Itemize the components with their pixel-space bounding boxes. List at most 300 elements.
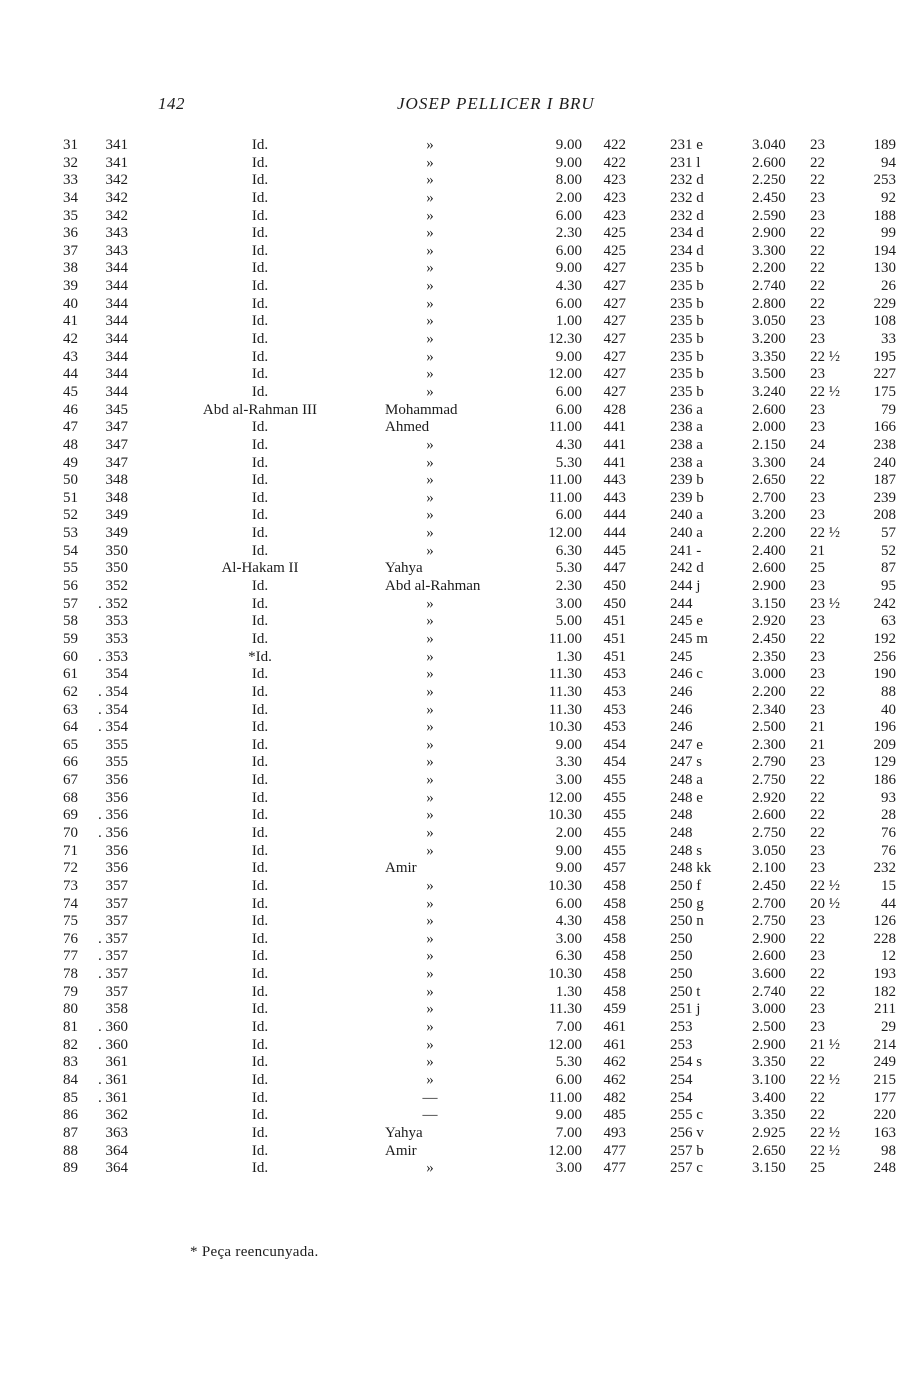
catalog-ref-cell: 247 s xyxy=(670,754,703,771)
row-number: 58 xyxy=(63,613,78,630)
year-cell: . 352 xyxy=(98,595,128,612)
inventory-cell: 166 xyxy=(873,419,896,436)
year-cell: 342 xyxy=(105,172,128,189)
ruler-cell: Id. xyxy=(251,948,269,965)
diameter-cell: 22 xyxy=(810,1054,825,1071)
diameter-cell: 22 xyxy=(810,295,825,312)
weight-cell: 2.450 xyxy=(752,189,786,206)
weight-cell: 3.350 xyxy=(752,1054,786,1071)
ruler-cell: Id. xyxy=(251,472,269,489)
ref-number-cell: 461 xyxy=(603,1019,626,1036)
governor-cell: — xyxy=(422,1089,438,1106)
value-cell: 1.00 xyxy=(555,313,582,330)
row-number: 35 xyxy=(63,207,78,224)
governor-cell: Abd al-Rahman xyxy=(385,578,481,595)
weight-cell: 2.650 xyxy=(752,472,786,489)
value-cell: 3.00 xyxy=(555,930,582,947)
catalog-ref-cell: 250 f xyxy=(670,877,702,894)
year-cell: 353 xyxy=(105,630,128,647)
value-cell: 12.00 xyxy=(548,1142,582,1159)
catalog-ref-cell: 239 b xyxy=(670,489,704,506)
ruler-cell: Id. xyxy=(251,613,269,630)
inventory-cell: 240 xyxy=(873,454,896,471)
inventory-cell: 79 xyxy=(881,401,896,418)
diameter-cell: 22 xyxy=(810,154,825,171)
inventory-cell: 12 xyxy=(881,948,896,965)
value-cell: 5.30 xyxy=(555,454,582,471)
weight-cell: 3.300 xyxy=(752,454,786,471)
year-cell: 353 xyxy=(105,613,128,630)
diameter-cell: 22 xyxy=(810,630,825,647)
diameter-cell: 22 xyxy=(810,824,825,841)
value-cell: 11.30 xyxy=(548,683,582,700)
row-number: 84 xyxy=(63,1071,78,1088)
catalog-ref-cell: 257 b xyxy=(670,1142,704,1159)
year-cell: . 356 xyxy=(98,807,128,824)
year-cell: 344 xyxy=(105,278,128,295)
ruler-cell: Id. xyxy=(251,895,269,912)
table-row xyxy=(0,525,913,543)
year-cell: 341 xyxy=(105,154,128,171)
diameter-cell: 23 xyxy=(810,666,825,683)
row-number: 39 xyxy=(63,278,78,295)
weight-cell: 2.250 xyxy=(752,172,786,189)
weight-cell: 3.040 xyxy=(752,137,786,153)
ref-number-cell: 454 xyxy=(603,736,626,753)
governor-cell: » xyxy=(426,313,434,330)
table-row xyxy=(0,948,913,966)
year-cell: 350 xyxy=(105,542,128,559)
row-number: 86 xyxy=(63,1107,78,1124)
diameter-cell: 22 ½ xyxy=(810,525,840,542)
governor-cell: Yahya xyxy=(385,1124,423,1141)
weight-cell: 2.600 xyxy=(752,560,786,577)
governor-cell: » xyxy=(426,630,434,647)
catalog-ref-cell: 251 j xyxy=(670,1001,701,1018)
value-cell: 6.00 xyxy=(555,507,582,524)
table-row xyxy=(0,649,913,667)
ref-number-cell: 423 xyxy=(603,207,626,224)
table-row xyxy=(0,737,913,755)
table-row xyxy=(0,331,913,349)
inventory-cell: 196 xyxy=(873,719,896,736)
inventory-cell: 130 xyxy=(873,260,896,277)
year-cell: 344 xyxy=(105,313,128,330)
catalog-ref-cell: 246 xyxy=(670,683,693,700)
diameter-cell: 23 xyxy=(810,860,825,877)
weight-cell: 3.350 xyxy=(752,1107,786,1124)
ref-number-cell: 477 xyxy=(603,1160,626,1177)
inventory-cell: 88 xyxy=(881,683,896,700)
catalog-ref-cell: 250 g xyxy=(670,895,704,912)
catalog-ref-cell: 235 b xyxy=(670,366,704,383)
table-row xyxy=(0,507,913,525)
row-number: 73 xyxy=(63,877,78,894)
diameter-cell: 22 ½ xyxy=(810,1142,840,1159)
ruler-cell: Id. xyxy=(251,983,269,1000)
catalog-ref-cell: 250 n xyxy=(670,913,704,930)
year-cell: 362 xyxy=(105,1107,128,1124)
weight-cell: 3.200 xyxy=(752,507,786,524)
table-row xyxy=(0,313,913,331)
weight-cell: 2.750 xyxy=(752,824,786,841)
governor-cell: » xyxy=(426,772,434,789)
governor-cell: » xyxy=(426,542,434,559)
catalog-ref-cell: 244 xyxy=(670,595,693,612)
inventory-cell: 232 xyxy=(873,860,896,877)
catalog-ref-cell: 232 d xyxy=(670,189,704,206)
ref-number-cell: 427 xyxy=(603,278,626,295)
table-row xyxy=(0,260,913,278)
year-cell: . 361 xyxy=(98,1089,128,1106)
ruler-cell: Id. xyxy=(251,719,269,736)
value-cell: 11.00 xyxy=(548,472,582,489)
governor-cell: » xyxy=(426,595,434,612)
governor-cell: » xyxy=(426,154,434,171)
catalog-ref-cell: 238 a xyxy=(670,454,703,471)
diameter-cell: 23 xyxy=(810,419,825,436)
row-number: 47 xyxy=(63,419,78,436)
ref-number-cell: 455 xyxy=(603,824,626,841)
weight-cell: 3.050 xyxy=(752,842,786,859)
table-row xyxy=(0,419,913,437)
catalog-ref-cell: 235 b xyxy=(670,260,704,277)
inventory-cell: 94 xyxy=(881,154,896,171)
governor-cell: » xyxy=(426,331,434,348)
weight-cell: 3.150 xyxy=(752,1160,786,1177)
table-row xyxy=(0,366,913,384)
weight-cell: 2.700 xyxy=(752,489,786,506)
catalog-ref-cell: 248 xyxy=(670,807,693,824)
table-row xyxy=(0,543,913,561)
value-cell: 3.00 xyxy=(555,595,582,612)
table-row xyxy=(0,931,913,949)
year-cell: 358 xyxy=(105,1001,128,1018)
table-row xyxy=(0,190,913,208)
ref-number-cell: 445 xyxy=(603,542,626,559)
inventory-cell: 190 xyxy=(873,666,896,683)
ref-number-cell: 450 xyxy=(603,595,626,612)
governor-cell: » xyxy=(426,295,434,312)
inventory-cell: 186 xyxy=(873,772,896,789)
diameter-cell: 22 ½ xyxy=(810,1124,840,1141)
year-cell: 343 xyxy=(105,242,128,259)
year-cell: 342 xyxy=(105,207,128,224)
ref-number-cell: 423 xyxy=(603,189,626,206)
ruler-cell: Id. xyxy=(251,278,269,295)
table-row xyxy=(0,490,913,508)
ruler-cell: Id. xyxy=(251,507,269,524)
ref-number-cell: 458 xyxy=(603,913,626,930)
catalog-ref-cell: 239 b xyxy=(670,472,704,489)
ref-number-cell: 453 xyxy=(603,719,626,736)
table-row xyxy=(0,225,913,243)
row-number: 70 xyxy=(63,824,78,841)
inventory-cell: 238 xyxy=(873,436,896,453)
catalog-ref-cell: 248 s xyxy=(670,842,703,859)
inventory-cell: 188 xyxy=(873,207,896,224)
ruler-cell: Id. xyxy=(251,807,269,824)
catalog-ref-cell: 246 xyxy=(670,719,693,736)
table-row xyxy=(0,754,913,772)
diameter-cell: 23 xyxy=(810,1001,825,1018)
ref-number-cell: 427 xyxy=(603,366,626,383)
catalog-ref-cell: 234 d xyxy=(670,225,704,242)
value-cell: 9.00 xyxy=(555,260,582,277)
value-cell: 4.30 xyxy=(555,436,582,453)
ruler-cell: Id. xyxy=(251,595,269,612)
governor-cell: » xyxy=(426,701,434,718)
weight-cell: 2.100 xyxy=(752,860,786,877)
table-row xyxy=(0,208,913,226)
row-number: 89 xyxy=(63,1160,78,1177)
ref-number-cell: 453 xyxy=(603,666,626,683)
ruler-cell: Id. xyxy=(251,525,269,542)
governor-cell: Amir xyxy=(385,1142,417,1159)
governor-cell: » xyxy=(426,1054,434,1071)
ruler-cell: Id. xyxy=(251,454,269,471)
governor-cell: » xyxy=(426,260,434,277)
value-cell: 10.30 xyxy=(548,966,582,983)
table-row xyxy=(0,807,913,825)
weight-cell: 2.700 xyxy=(752,895,786,912)
catalog-ref-cell: 254 xyxy=(670,1071,693,1088)
inventory-cell: 239 xyxy=(873,489,896,506)
ref-number-cell: 493 xyxy=(603,1124,626,1141)
weight-cell: 2.500 xyxy=(752,1019,786,1036)
row-number: 33 xyxy=(63,172,78,189)
inventory-cell: 40 xyxy=(881,701,896,718)
catalog-ref-cell: 250 xyxy=(670,930,693,947)
catalog-ref-cell: 235 b xyxy=(670,331,704,348)
weight-cell: 2.650 xyxy=(752,1142,786,1159)
table-row xyxy=(0,719,913,737)
catalog-ref-cell: 235 b xyxy=(670,383,704,400)
coin-table xyxy=(0,137,913,1178)
row-number: 75 xyxy=(63,913,78,930)
ruler-cell: Id. xyxy=(251,436,269,453)
inventory-cell: 26 xyxy=(881,278,896,295)
row-number: 62 xyxy=(63,683,78,700)
diameter-cell: 23 xyxy=(810,842,825,859)
table-row xyxy=(0,1107,913,1125)
diameter-cell: 23 xyxy=(810,313,825,330)
table-row xyxy=(0,155,913,173)
row-number: 54 xyxy=(63,542,78,559)
governor-cell: » xyxy=(426,666,434,683)
value-cell: 4.30 xyxy=(555,913,582,930)
governor-cell: » xyxy=(426,348,434,365)
row-number: 67 xyxy=(63,772,78,789)
row-number: 87 xyxy=(63,1124,78,1141)
ref-number-cell: 457 xyxy=(603,860,626,877)
year-cell: 347 xyxy=(105,454,128,471)
ruler-cell: *Id. xyxy=(248,648,272,665)
row-number: 50 xyxy=(63,472,78,489)
diameter-cell: 22 xyxy=(810,225,825,242)
table-row xyxy=(0,684,913,702)
weight-cell: 2.740 xyxy=(752,278,786,295)
year-cell: . 360 xyxy=(98,1019,128,1036)
row-number: 45 xyxy=(63,383,78,400)
inventory-cell: 108 xyxy=(873,313,896,330)
catalog-ref-cell: 246 c xyxy=(670,666,703,683)
governor-cell: » xyxy=(426,1160,434,1177)
catalog-ref-cell: 241 - xyxy=(670,542,702,559)
value-cell: 11.00 xyxy=(548,419,582,436)
value-cell: 9.00 xyxy=(555,860,582,877)
value-cell: 5.30 xyxy=(555,1054,582,1071)
value-cell: 6.00 xyxy=(555,207,582,224)
year-cell: . 354 xyxy=(98,701,128,718)
governor-cell: » xyxy=(426,895,434,912)
inventory-cell: 33 xyxy=(881,331,896,348)
ref-number-cell: 458 xyxy=(603,895,626,912)
weight-cell: 2.350 xyxy=(752,648,786,665)
ref-number-cell: 458 xyxy=(603,966,626,983)
weight-cell: 2.600 xyxy=(752,154,786,171)
row-number: 69 xyxy=(63,807,78,824)
governor-cell: » xyxy=(426,719,434,736)
year-cell: 357 xyxy=(105,913,128,930)
governor-cell: » xyxy=(426,1019,434,1036)
year-cell: 357 xyxy=(105,877,128,894)
catalog-ref-cell: 235 b xyxy=(670,295,704,312)
weight-cell: 2.500 xyxy=(752,719,786,736)
catalog-ref-cell: 240 a xyxy=(670,525,703,542)
ruler-cell: Id. xyxy=(251,1107,269,1124)
year-cell: 344 xyxy=(105,295,128,312)
row-number: 85 xyxy=(63,1089,78,1106)
value-cell: 9.00 xyxy=(555,1107,582,1124)
inventory-cell: 253 xyxy=(873,172,896,189)
catalog-ref-cell: 232 d xyxy=(670,207,704,224)
table-row xyxy=(0,1001,913,1019)
governor-cell: » xyxy=(426,754,434,771)
row-number: 49 xyxy=(63,454,78,471)
inventory-cell: 44 xyxy=(881,895,896,912)
table-row xyxy=(0,472,913,490)
row-number: 44 xyxy=(63,366,78,383)
value-cell: 10.30 xyxy=(548,719,582,736)
weight-cell: 3.240 xyxy=(752,383,786,400)
inventory-cell: 248 xyxy=(873,1160,896,1177)
year-cell: . 353 xyxy=(98,648,128,665)
governor-cell: » xyxy=(426,383,434,400)
ref-number-cell: 428 xyxy=(603,401,626,418)
ref-number-cell: 451 xyxy=(603,648,626,665)
ruler-cell: Id. xyxy=(251,860,269,877)
governor-cell: » xyxy=(426,789,434,806)
inventory-cell: 256 xyxy=(873,648,896,665)
diameter-cell: 24 xyxy=(810,436,825,453)
governor-cell: » xyxy=(426,648,434,665)
table-row xyxy=(0,455,913,473)
row-number: 65 xyxy=(63,736,78,753)
ruler-cell: Id. xyxy=(251,930,269,947)
row-number: 51 xyxy=(63,489,78,506)
catalog-ref-cell: 248 a xyxy=(670,772,703,789)
inventory-cell: 163 xyxy=(873,1124,896,1141)
value-cell: 9.00 xyxy=(555,154,582,171)
ref-number-cell: 427 xyxy=(603,295,626,312)
table-row xyxy=(0,1054,913,1072)
governor-cell: » xyxy=(426,877,434,894)
ruler-cell: Id. xyxy=(251,966,269,983)
diameter-cell: 23 xyxy=(810,489,825,506)
diameter-cell: 23 xyxy=(810,648,825,665)
year-cell: 347 xyxy=(105,436,128,453)
year-cell: . 360 xyxy=(98,1036,128,1053)
row-number: 60 xyxy=(63,648,78,665)
ruler-cell: Id. xyxy=(251,189,269,206)
footnote: * Peça reencunyada. xyxy=(190,1244,319,1260)
governor-cell: Ahmed xyxy=(385,419,430,436)
ref-number-cell: 427 xyxy=(603,331,626,348)
diameter-cell: 25 xyxy=(810,1160,825,1177)
value-cell: 1.30 xyxy=(555,983,582,1000)
table-row xyxy=(0,402,913,420)
weight-cell: 2.740 xyxy=(752,983,786,1000)
governor-cell: » xyxy=(426,824,434,841)
value-cell: 6.00 xyxy=(555,1071,582,1088)
row-number: 40 xyxy=(63,295,78,312)
ref-number-cell: 451 xyxy=(603,630,626,647)
value-cell: 12.00 xyxy=(548,366,582,383)
governor-cell: » xyxy=(426,736,434,753)
catalog-ref-cell: 256 v xyxy=(670,1124,704,1141)
catalog-ref-cell: 245 e xyxy=(670,613,703,630)
catalog-ref-cell: 248 kk xyxy=(670,860,712,877)
value-cell: 5.30 xyxy=(555,560,582,577)
diameter-cell: 22 xyxy=(810,772,825,789)
value-cell: 9.00 xyxy=(555,348,582,365)
catalog-ref-cell: 240 a xyxy=(670,507,703,524)
ruler-cell: Id. xyxy=(251,842,269,859)
catalog-ref-cell: 234 d xyxy=(670,242,704,259)
weight-cell: 2.750 xyxy=(752,772,786,789)
ruler-cell: Id. xyxy=(251,242,269,259)
ref-number-cell: 441 xyxy=(603,419,626,436)
ruler-cell: Id. xyxy=(251,172,269,189)
weight-cell: 2.925 xyxy=(752,1124,786,1141)
diameter-cell: 23 xyxy=(810,948,825,965)
row-number: 83 xyxy=(63,1054,78,1071)
diameter-cell: 21 xyxy=(810,542,825,559)
catalog-ref-cell: 247 e xyxy=(670,736,703,753)
value-cell: 11.30 xyxy=(548,1001,582,1018)
ruler-cell: Id. xyxy=(251,1054,269,1071)
table-row xyxy=(0,790,913,808)
governor-cell: » xyxy=(426,242,434,259)
row-number: 57 xyxy=(63,595,78,612)
year-cell: 349 xyxy=(105,507,128,524)
row-number: 82 xyxy=(63,1036,78,1053)
governor-cell: » xyxy=(426,525,434,542)
weight-cell: 3.150 xyxy=(752,595,786,612)
weight-cell: 2.340 xyxy=(752,701,786,718)
weight-cell: 3.000 xyxy=(752,666,786,683)
diameter-cell: 23 xyxy=(810,613,825,630)
weight-cell: 2.450 xyxy=(752,877,786,894)
governor-cell: » xyxy=(426,366,434,383)
catalog-ref-cell: 231 e xyxy=(670,137,703,153)
table-row xyxy=(0,860,913,878)
table-row xyxy=(0,278,913,296)
ruler-cell: Id. xyxy=(251,683,269,700)
ref-number-cell: 455 xyxy=(603,772,626,789)
ruler-cell: Id. xyxy=(251,1160,269,1177)
